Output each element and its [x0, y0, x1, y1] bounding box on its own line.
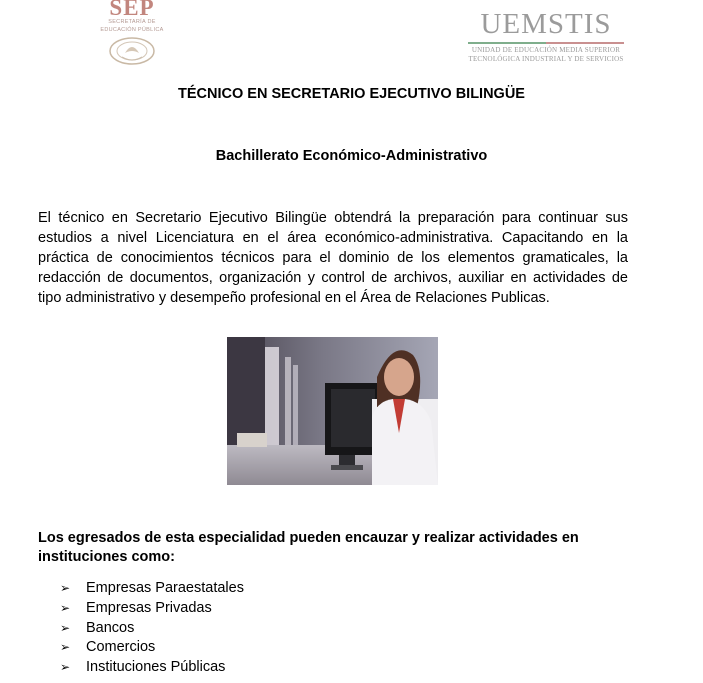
- list-item-label: Bancos: [86, 619, 135, 636]
- list-item-label: Comercios: [86, 639, 156, 656]
- sep-logo-line1: SECRETARÍA DE: [108, 19, 156, 25]
- sep-logo: [82, 0, 182, 66]
- secretary-photo: [227, 337, 438, 485]
- arrow-bullet-icon: ➢: [60, 640, 71, 655]
- uemstis-logo-bar: [468, 42, 624, 44]
- uemstis-logo: [464, 9, 628, 64]
- page-title: TÉCNICO EN SECRETARIO EJECUTIVO BILINGÜE: [178, 86, 525, 102]
- arrow-bullet-icon: ➢: [60, 620, 71, 635]
- list-item: [60, 599, 244, 619]
- list-item: [60, 658, 244, 678]
- uemstis-logo-line2: TECNOLÓGICA INDUSTRIAL Y DE SERVICIOS: [468, 55, 624, 63]
- list-item: [60, 638, 244, 658]
- list-item-label: Empresas Paraestatales: [86, 580, 244, 596]
- arrow-bullet-icon: ➢: [60, 660, 71, 675]
- coat-of-arms-icon: [107, 36, 157, 66]
- uemstis-logo-line1: UNIDAD DE EDUCACIÓN MEDIA SUPERIOR: [471, 46, 621, 54]
- list-heading: Los egresados de esta especialidad pueden encauzar y realizar actividades en instituciones como:: [38, 530, 579, 565]
- arrow-bullet-icon: ➢: [60, 600, 71, 615]
- list-item: [60, 619, 244, 639]
- list-item-label: Instituciones Públicas: [86, 659, 226, 676]
- page-subtitle: Bachillerato Económico-Administrativo: [215, 148, 488, 164]
- sep-logo-line2: EDUCACIÓN PÚBLICA: [100, 27, 164, 33]
- arrow-bullet-icon: ➢: [60, 581, 71, 595]
- institution-list: [60, 579, 244, 678]
- list-item-label: Empresas Privadas: [86, 599, 212, 616]
- uemstis-logo-word: UEMSTIS: [480, 8, 612, 40]
- list-item: [60, 579, 244, 599]
- description-paragraph: El técnico en Secretario Ejecutivo Bilingüe obtendrá la preparación para continuar sus estudios a nivel Licenciatura en el área económico-administrativa. Capacitando en la práctica de conocimientos técnicos para el dominio de los elementos gramaticales, la redacción de documentos, organización y control de archivos, auxiliar en actividades de tipo administrativo y desempeño profesional en el Área de Relaciones Publicas.: [38, 210, 628, 306]
- sep-logo-word: SEP: [109, 0, 155, 20]
